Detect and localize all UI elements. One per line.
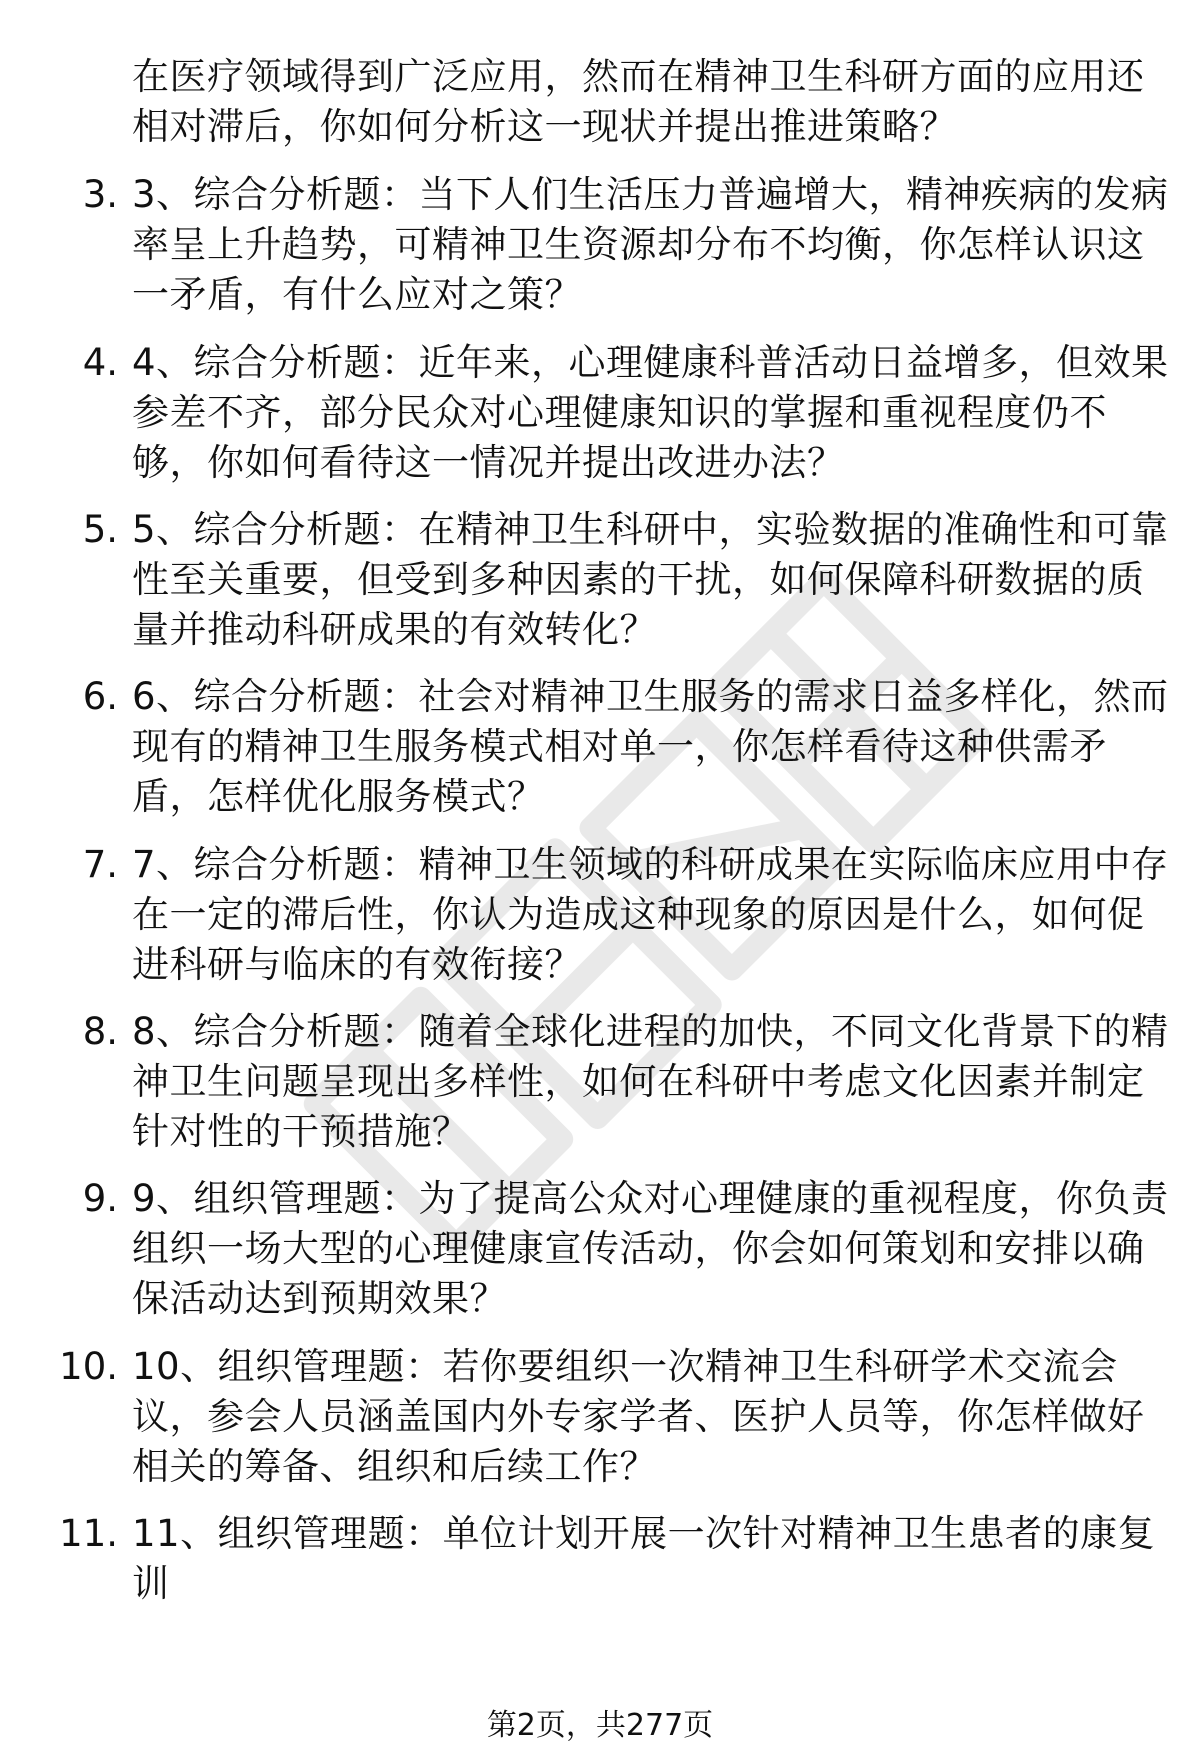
item-number: 11. xyxy=(59,1512,118,1555)
item-text: 4、综合分析题：近年来，心理健康科普活动日益增多，但效果参差不齐，部分民众对心理健康知识的掌握和重视程度仍不够，你如何看待这一情况并提出改进办法？ xyxy=(132,341,1169,484)
item-number: 4. xyxy=(82,341,118,384)
item-text: 9、组织管理题：为了提高公众对心理健康的重视程度，你负责组织一场大型的心理健康宣传活动，你会如何策划和安排以确保活动达到预期效果？ xyxy=(132,1177,1169,1320)
item-number: 8. xyxy=(82,1010,118,1053)
item-text: 10、组织管理题：若你要组织一次精神卫生科研学术交流会议，参会人员涵盖国内外专家学者、医护人员等，你怎样做好相关的筹备、组织和后续工作？ xyxy=(132,1345,1145,1488)
item-number: 7. xyxy=(82,843,118,886)
page-number-footer: 第2页，共277页 xyxy=(486,1708,714,1743)
item-number: 9. xyxy=(82,1177,118,1220)
item-text: 3、综合分析题：当下人们生活压力普遍增大，精神疾病的发病率呈上升趋势，可精神卫生资源却分布不均衡，你怎样认识这一矛盾，有什么应对之策？ xyxy=(132,173,1169,316)
item-text: 7、综合分析题：精神卫生领域的科研成果在实际临床应用中存在一定的滞后性，你认为造成这种现象的原因是什么，如何促进科研与临床的有效衔接？ xyxy=(132,843,1169,986)
continuation-paragraph: 在医疗领域得到广泛应用，然而在精神卫生科研方面的应用还相对滞后，你如何分析这一现状并提出推进策略？ xyxy=(132,55,1145,148)
item-text: 5、综合分析题：在精神卫生科研中，实验数据的准确性和可靠性至关重要，但受到多种因素的干扰，如何保障科研数据的质量并推动科研成果的有效转化？ xyxy=(132,508,1169,651)
item-number: 10. xyxy=(59,1345,118,1388)
item-text: 8、综合分析题：随着全球化进程的加快，不同文化背景下的精神卫生问题呈现出多样性，如何在科研中考虑文化因素并制定针对性的干预措施？ xyxy=(132,1010,1169,1153)
item-number: 5. xyxy=(82,508,118,551)
item-text: 6、综合分析题：社会对精神卫生服务的需求日益多样化，然而现有的精神卫生服务模式相对单一，你怎样看待这种供需矛盾，怎样优化服务模式？ xyxy=(132,675,1169,818)
item-number: 3. xyxy=(82,173,118,216)
item-number: 6. xyxy=(82,675,118,718)
item-text: 11、组织管理题：单位计划开展一次针对精神卫生患者的康复训 xyxy=(132,1512,1156,1605)
